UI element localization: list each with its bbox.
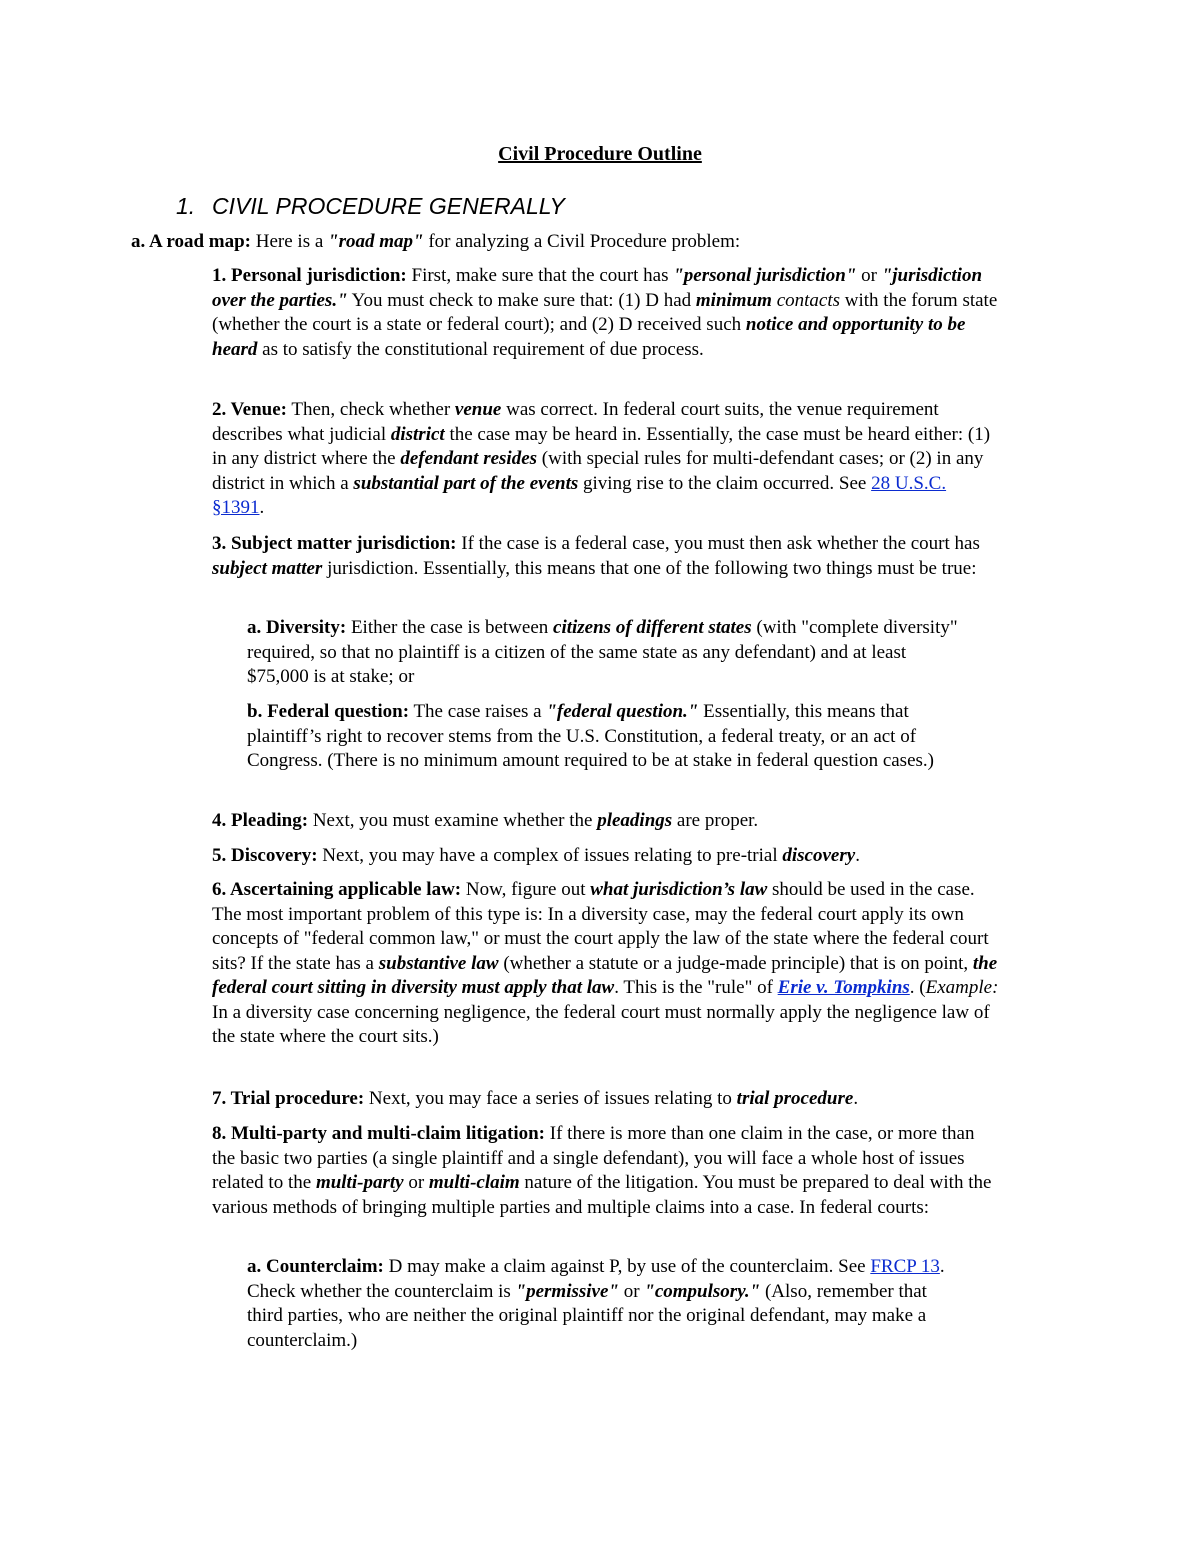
emphasis: "permissive" — [515, 1280, 619, 1302]
emphasis: "federal question." — [546, 701, 699, 722]
subitem-federal-question: b. Federal question: The case raises a "federal question." Essentially, this means that plaintiff’s right to recover stems from the U.S. Constitution, a federal treaty, or an act of Congress. (There is no minimum amount required to be at stake in federal question cases.) — [247, 701, 934, 771]
page-title: Civil Procedure Outline — [498, 143, 702, 165]
emphasis: minimum — [695, 289, 772, 311]
rule-link-frcp-13[interactable]: FRCP 13 — [870, 1256, 940, 1277]
emphasis: pleadings — [597, 810, 673, 831]
item-label: 2. Venue: — [212, 399, 287, 420]
emphasis: citizens of different states — [553, 617, 752, 638]
italic-term: Example: — [925, 977, 999, 998]
italic-term: contacts — [776, 289, 841, 311]
section-heading — [176, 191, 565, 221]
item-discovery: 5. Discovery: Next, you may have a complex of issues relating to pre-trial discovery. — [212, 845, 860, 866]
item-label: 6. Ascertaining applicable law: — [212, 879, 462, 900]
emphasis: district — [390, 423, 445, 445]
item-personal-jurisdiction: 1. Personal jurisdiction: First, make sure that the court has "personal jurisdiction" or "jurisdiction over the parties." You must check to make sure that: (1) D had minimum contacts with the forum state (whether the court is a state or federal court); and (2) D received such notice and opportunity to be heard as to satisfy the constitutional requirement of due process. — [212, 265, 998, 360]
item-label: 1. Personal jurisdiction: — [212, 265, 407, 286]
item-label: a. A road map: — [131, 231, 252, 252]
road-map-paragraph: a. A road map: Here is a "road map" for analyzing a Civil Procedure problem: — [131, 231, 741, 252]
statute-link-28-usc-1391[interactable]: 28 U.S.C. §1391 — [212, 472, 947, 518]
emphasis: "jurisdiction over the parties." — [212, 265, 983, 311]
item-applicable-law: 6. Ascertaining applicable law: Now, figure out what jurisdiction’s law should be used in the case. The most important problem of this type is: In a diversity case, may the federal court apply its own concepts of "federal common law," or must the court apply the law of the state where the federal court sits? If the state has a substantive law (whether a statute or a judge-made principle) that is on point, the federal court sitting in diversity must apply that law. This is the "rule" of Erie v. Tompkins. (Example: In a diversity case concerning negligence, the federal court must normally apply the negligence law of the state where the court sits.) — [212, 879, 999, 1047]
item-trial-procedure: 7. Trial procedure: Next, you may face a series of issues relating to trial procedure. — [212, 1088, 859, 1109]
item-label: a. Diversity: — [247, 617, 347, 638]
emphasis: "compulsory." — [644, 1280, 761, 1302]
emphasis: notice and opportunity to be heard — [212, 314, 966, 360]
section-number: 1. — [176, 193, 196, 219]
item-multi-party-litigation: 8. Multi-party and multi-claim litigation: If there is more than one claim in the case, or more than the basic two parties (a single plaintiff and a single defendant), you will face a whole host of issues related to the multi-party or multi-claim nature of the litigation. You must be prepared to deal with the various methods of bringing multiple parties and multiple claims into a case. In federal courts: — [212, 1123, 992, 1218]
emphasis: defendant resides — [400, 448, 538, 469]
item-pleading: 4. Pleading: Next, you must examine whether the pleadings are proper. — [212, 810, 759, 831]
item-label: a. Counterclaim: — [247, 1256, 384, 1277]
emphasis: substantive law — [378, 952, 499, 974]
item-subject-matter-jurisdiction: 3. Subject matter jurisdiction: If the case is a federal case, you must then ask whether the court has subject matter jurisdiction. Essentially, this means that one of the following two things must be true: — [212, 533, 980, 579]
emphasis: discovery — [782, 845, 856, 866]
emphasis: substantial part of the events — [353, 472, 579, 494]
emphasis: what jurisdiction’s law — [590, 879, 768, 900]
item-label: 4. Pleading: — [212, 810, 309, 831]
section-heading-text: CIVIL PROCEDURE GENERALLY — [212, 193, 565, 219]
item-label: b. Federal question: — [247, 701, 410, 722]
emphasis: venue — [454, 399, 502, 420]
emphasis: trial procedure — [736, 1088, 854, 1109]
emphasis: the federal court sitting in diversity must apply that law — [212, 952, 998, 998]
item-venue: 2. Venue: Then, check whether venue was correct. In federal court suits, the venue requirement describes what judicial district the case may be heard in. Essentially, the case must be heard either: (1) in any district where the defendant resides (with special rules for multi-defendant cases; or (2) in any district in which a substantial part of the events giving rise to the claim occurred. See 28 U.S.C. §1391. — [212, 399, 991, 518]
item-label: 3. Subject matter jurisdiction: — [212, 533, 457, 554]
emphasis: multi-claim — [428, 1172, 520, 1193]
emphasis: multi-party — [315, 1172, 404, 1193]
item-label: 8. Multi-party and multi-claim litigation: — [212, 1123, 546, 1144]
emphasis: subject matter — [212, 557, 323, 579]
item-label: 5. Discovery: — [212, 845, 318, 866]
subitem-diversity: a. Diversity: Either the case is between citizens of different states (with "complete diversity" required, so that no plaintiff is a citizen of the same state as any defendant) and at least $75,000 is at stake; or — [247, 617, 958, 687]
item-label: 7. Trial procedure: — [212, 1088, 365, 1109]
case-link-erie-v-tompkins[interactable]: Erie v. Tompkins — [777, 977, 910, 998]
emphasis: "personal jurisdiction" — [673, 265, 857, 286]
emphasis: "road map" — [328, 231, 424, 252]
subitem-counterclaim: a. Counterclaim: D may make a claim against P, by use of the counterclaim. See FRCP 13. Check whether the counterclaim is "permissive" or "compulsory." (Also, remember that third parties, who are neither the original plaintiff nor the original defendant, may make a counterclaim.) — [247, 1256, 945, 1351]
